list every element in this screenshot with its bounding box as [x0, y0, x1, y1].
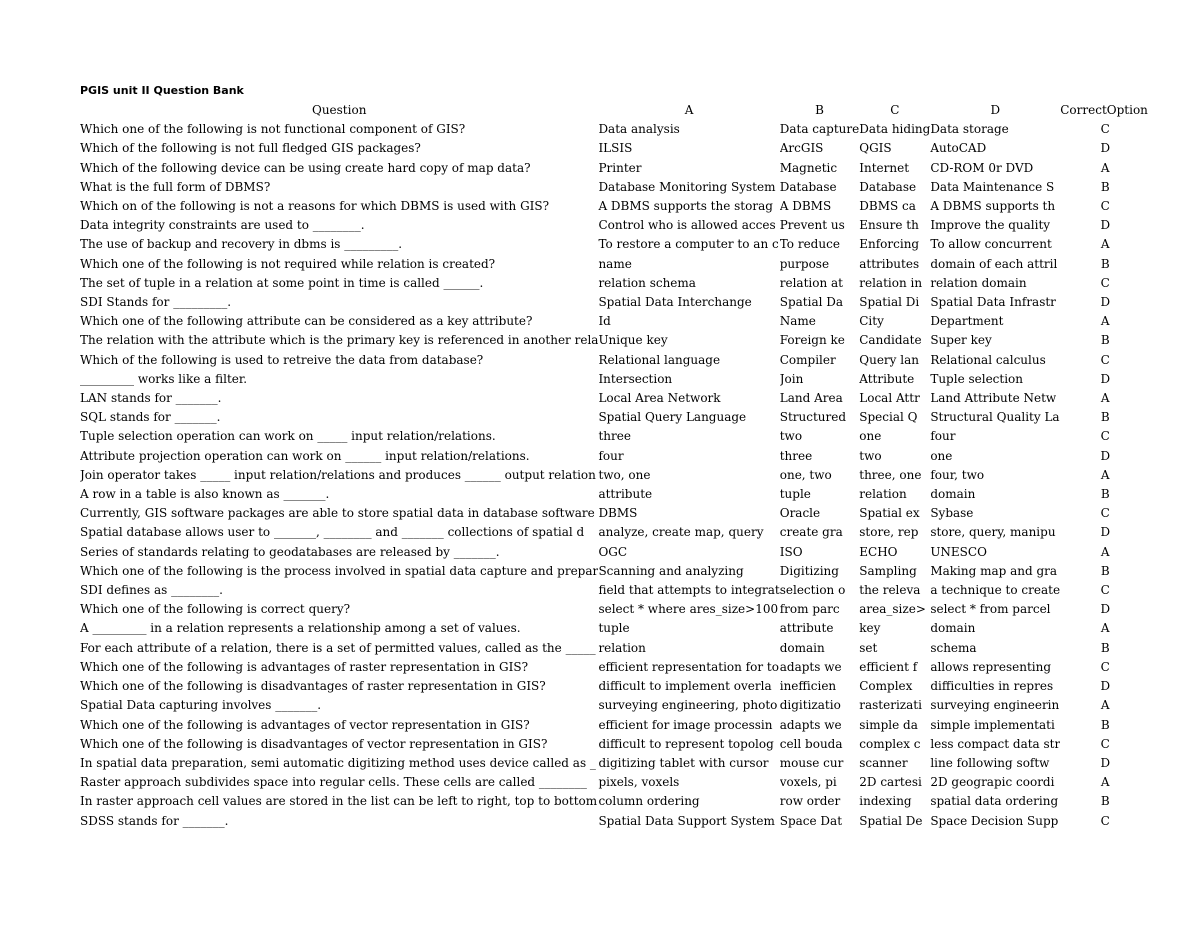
table-row — [80, 639, 1150, 658]
option-c-cell: key — [859, 621, 881, 636]
option-a-cell: pixels, voxels — [598, 775, 680, 790]
option-d-cell: Super key — [930, 333, 992, 348]
option-c-cell: relation in — [859, 275, 923, 290]
question-cell: Attribute projection operation can work on ______ input relation/relations. — [80, 448, 530, 463]
correct-option-cell: A — [1100, 621, 1110, 636]
correct-option-cell: C — [1100, 122, 1110, 137]
option-a-cell: efficient representation for to — [598, 659, 779, 674]
question-cell: What is the full form of DBMS? — [80, 179, 271, 194]
option-b-cell: Oracle — [779, 506, 821, 521]
option-c-cell: Local Attr — [859, 391, 920, 406]
option-a-cell: select * where ares_size>100 — [598, 602, 779, 617]
option-a-cell: field that attempts to integrat — [598, 583, 780, 598]
question-cell: In raster approach cell values are stored in the list can be left to right, top to bottom — [80, 794, 598, 809]
option-b-cell: digitizatio — [779, 698, 841, 713]
option-d-cell: domain — [930, 487, 976, 502]
correct-option-cell: B — [1100, 717, 1110, 732]
option-b-cell: Foreign ke — [779, 333, 845, 348]
option-b-cell: three — [779, 448, 813, 463]
correct-option-cell: C — [1100, 506, 1110, 521]
option-b-cell: domain — [779, 640, 825, 655]
correct-option-cell: D — [1100, 602, 1111, 617]
option-c-cell: Special Q — [859, 410, 918, 425]
option-c-cell: indexing — [859, 794, 912, 809]
table-row — [80, 197, 1150, 216]
correct-option-cell: B — [1100, 640, 1110, 655]
correct-option-cell: A — [1100, 314, 1110, 329]
table-row — [80, 792, 1150, 811]
correct-option-cell: A — [1100, 391, 1110, 406]
option-b-cell: Magnetic — [779, 160, 838, 175]
option-d-cell: surveying engineerin — [930, 698, 1060, 713]
table-row — [80, 735, 1150, 754]
question-cell: Tuple selection operation can work on _____ input relation/relations. — [80, 429, 496, 444]
correct-option-cell: C — [1100, 583, 1110, 598]
correct-option-cell: C — [1100, 275, 1110, 290]
correct-option-cell: B — [1100, 563, 1110, 578]
question-cell: In spatial data preparation, semi automatic digitizing method uses device called as _ — [80, 755, 596, 770]
option-d-cell: four — [930, 429, 956, 444]
question-bank-table — [80, 101, 1150, 831]
option-b-cell: from parc — [779, 602, 840, 617]
table-row — [80, 696, 1150, 715]
option-d-cell: CD-ROM 0r DVD — [930, 160, 1034, 175]
table-row — [80, 658, 1150, 677]
option-c-cell: Sampling — [859, 563, 917, 578]
correct-option-cell: B — [1100, 256, 1110, 271]
option-b-cell: Name — [779, 314, 816, 329]
option-c-cell: Spatial De — [859, 813, 923, 828]
option-a-cell: OGC — [598, 544, 628, 559]
option-d-cell: Data Maintenance S — [930, 179, 1055, 194]
option-d-cell: Land Attribute Netw — [930, 391, 1057, 406]
option-d-cell: allows representing — [930, 659, 1052, 674]
question-cell: Series of standards relating to geodatabases are released by _______. — [80, 544, 500, 559]
option-c-cell: scanner — [859, 755, 908, 770]
correct-option-cell: A — [1100, 160, 1110, 175]
option-d-cell: a technique to create — [930, 583, 1061, 598]
option-a-cell: difficult to implement overla — [598, 679, 772, 694]
correct-option-cell: B — [1100, 333, 1110, 348]
option-c-cell: simple da — [859, 717, 918, 732]
option-c-cell: relation — [859, 487, 907, 502]
option-c-cell: the releva — [859, 583, 921, 598]
table-row — [80, 351, 1150, 370]
option-a-cell: three — [598, 429, 631, 444]
question-cell: The use of backup and recovery in dbms is _________. — [80, 237, 403, 252]
option-b-cell: Data capture — [779, 122, 860, 137]
question-cell: Which on of the following is not a reasons for which DBMS is used with GIS? — [80, 199, 550, 214]
option-c-cell: Database — [859, 179, 917, 194]
option-a-cell: Id — [598, 314, 611, 329]
question-cell: LAN stands for _______. — [80, 391, 222, 406]
option-b-cell: purpose — [779, 256, 830, 271]
option-b-cell: Structured — [779, 410, 847, 425]
question-rows — [80, 120, 1150, 831]
option-d-cell: Data storage — [930, 122, 1009, 137]
option-d-cell: four, two — [930, 467, 985, 482]
question-cell: SDI Stands for _________. — [80, 295, 232, 310]
option-c-cell: rasterizati — [859, 698, 922, 713]
option-d-cell: Improve the quality — [930, 218, 1051, 233]
question-cell: Which one of the following is disadvantages of raster representation in GIS? — [80, 679, 546, 694]
option-b-cell: adapts we — [779, 717, 842, 732]
option-b-cell: mouse cur — [779, 755, 844, 770]
header-option-a: A — [684, 103, 694, 117]
option-d-cell: Relational calculus — [930, 352, 1046, 367]
question-cell: Which one of the following is the process involved in spatial data capture and prepar — [80, 563, 599, 578]
question-cell: Spatial database allows user to _______, ________ and _______ collections of spatial d — [80, 525, 585, 540]
table-row — [80, 754, 1150, 773]
option-c-cell: two — [859, 448, 882, 463]
option-c-cell: Complex — [859, 679, 913, 694]
option-c-cell: three, one — [859, 467, 922, 482]
option-a-cell: Printer — [598, 160, 642, 175]
option-d-cell: spatial data ordering — [930, 794, 1059, 809]
option-c-cell: one — [859, 429, 882, 444]
question-cell: A _________ in a relation represents a relationship among a set of values. — [80, 621, 521, 636]
option-d-cell: Tuple selection — [930, 371, 1024, 386]
option-c-cell: store, rep — [859, 525, 919, 540]
option-b-cell: A DBMS — [779, 199, 832, 214]
correct-option-cell: B — [1100, 179, 1110, 194]
option-b-cell: selection o — [779, 583, 846, 598]
option-b-cell: Compiler — [779, 352, 836, 367]
correct-option-cell: D — [1100, 679, 1111, 694]
option-c-cell: Ensure th — [859, 218, 919, 233]
option-a-cell: Intersection — [598, 371, 673, 386]
question-cell: The relation with the attribute which is the primary key is referenced in another rela — [80, 333, 599, 348]
table-row — [80, 139, 1150, 158]
option-b-cell: Spatial Da — [779, 295, 844, 310]
table-row — [80, 216, 1150, 235]
option-d-cell: relation domain — [930, 275, 1027, 290]
option-b-cell: tuple — [779, 487, 811, 502]
option-d-cell: simple implementati — [930, 717, 1055, 732]
correct-option-cell: D — [1100, 755, 1111, 770]
option-b-cell: Prevent us — [779, 218, 845, 233]
option-b-cell: cell bouda — [779, 736, 843, 751]
question-cell: Which one of the following is correct query? — [80, 602, 351, 617]
question-cell: For each attribute of a relation, there is a set of permitted values, called as the _____ — [80, 640, 596, 655]
correct-option-cell: A — [1100, 237, 1110, 252]
option-b-cell: relation at — [779, 275, 843, 290]
option-b-cell: Digitizing — [779, 563, 839, 578]
option-a-cell: Spatial Data Interchange — [598, 295, 752, 310]
question-cell: SDSS stands for _______. — [80, 813, 229, 828]
option-b-cell: one, two — [779, 467, 832, 482]
table-row — [80, 274, 1150, 293]
table-row — [80, 466, 1150, 485]
correct-option-cell: D — [1100, 141, 1111, 156]
option-c-cell: Data hiding — [859, 122, 931, 137]
option-a-cell: Control who is allowed acces — [598, 218, 776, 233]
header-option-c: C — [890, 103, 900, 117]
option-c-cell: Spatial ex — [859, 506, 920, 521]
question-cell: Currently, GIS software packages are able to store spatial data in database software — [80, 506, 595, 521]
option-d-cell: select * from parcel — [930, 602, 1051, 617]
option-a-cell: Spatial Query Language — [598, 410, 747, 425]
correct-option-cell: D — [1100, 525, 1111, 540]
option-a-cell: digitizing tablet with cursor — [598, 755, 769, 770]
option-d-cell: AutoCAD — [930, 141, 987, 156]
option-b-cell: Land Area — [779, 391, 843, 406]
option-a-cell: column ordering — [598, 794, 700, 809]
table-row — [80, 293, 1150, 312]
option-a-cell: attribute — [598, 487, 653, 502]
correct-option-cell: D — [1100, 295, 1111, 310]
option-c-cell: set — [859, 640, 878, 655]
option-d-cell: UNESCO — [930, 544, 987, 559]
table-row — [80, 447, 1150, 466]
question-cell: Join operator takes _____ input relation/relations and produces ______ output relation — [80, 467, 596, 482]
question-cell: SDI defines as ________. — [80, 583, 223, 598]
table-row — [80, 235, 1150, 254]
option-c-cell: ECHO — [859, 544, 898, 559]
correct-option-cell: C — [1100, 429, 1110, 444]
option-a-cell: surveying engineering, photo — [598, 698, 778, 713]
option-b-cell: voxels, pi — [779, 775, 837, 790]
option-c-cell: area_size> — [859, 602, 926, 617]
question-cell: Data integrity constraints are used to ________. — [80, 218, 365, 233]
option-a-cell: A DBMS supports the storag — [598, 199, 773, 214]
option-d-cell: Space Decision Supp — [930, 813, 1059, 828]
option-a-cell: Data analysis — [598, 122, 680, 137]
option-c-cell: Enforcing — [859, 237, 920, 252]
option-c-cell: Candidate — [859, 333, 922, 348]
option-d-cell: difficulties in repres — [930, 679, 1054, 694]
table-row — [80, 427, 1150, 446]
option-a-cell: Database Monitoring System — [598, 179, 776, 194]
option-d-cell: Spatial Data Infrastr — [930, 295, 1056, 310]
option-a-cell: To restore a computer to an c — [598, 237, 779, 252]
option-c-cell: attributes — [859, 256, 920, 271]
sheet-title: PGIS unit II Question Bank — [80, 84, 244, 97]
question-cell: Which one of the following is disadvantages of vector representation in GIS? — [80, 736, 548, 751]
table-row — [80, 178, 1150, 197]
correct-option-cell: C — [1100, 352, 1110, 367]
option-d-cell: Department — [930, 314, 1004, 329]
question-cell: SQL stands for _______. — [80, 410, 221, 425]
table-row — [80, 812, 1150, 831]
header-option-b: B — [815, 103, 824, 117]
option-c-cell: Internet — [859, 160, 910, 175]
option-c-cell: City — [859, 314, 884, 329]
option-b-cell: Join — [779, 371, 804, 386]
option-c-cell: Spatial Di — [859, 295, 920, 310]
option-a-cell: efficient for image processin — [598, 717, 773, 732]
table-row — [80, 523, 1150, 542]
option-d-cell: less compact data str — [930, 736, 1061, 751]
option-a-cell: ILSIS — [598, 141, 633, 156]
option-c-cell: Query lan — [859, 352, 919, 367]
option-b-cell: create gra — [779, 525, 843, 540]
option-c-cell: DBMS ca — [859, 199, 916, 214]
header-option-d: D — [990, 103, 1001, 117]
option-a-cell: Local Area Network — [598, 391, 721, 406]
option-d-cell: domain of each attril — [930, 256, 1058, 271]
table-row — [80, 773, 1150, 792]
table-row — [80, 543, 1150, 562]
correct-option-cell: B — [1100, 487, 1110, 502]
correct-option-cell: C — [1100, 813, 1110, 828]
question-cell: A row in a table is also known as _______. — [80, 487, 330, 502]
header-question: Question — [311, 103, 367, 117]
question-cell: Spatial Data capturing involves _______. — [80, 698, 322, 713]
question-cell: Which one of the following is not required while relation is created? — [80, 256, 496, 271]
question-cell: Which of the following is used to retreive the data from database? — [80, 352, 484, 367]
table-row — [80, 504, 1150, 523]
table-row — [80, 255, 1150, 274]
table-row — [80, 120, 1150, 139]
table-row — [80, 370, 1150, 389]
option-a-cell: Unique key — [598, 333, 668, 348]
option-b-cell: Space Dat — [779, 813, 843, 828]
question-cell: Which one of the following attribute can be considered as a key attribute? — [80, 314, 533, 329]
table-row — [80, 331, 1150, 350]
table-row — [80, 581, 1150, 600]
table-row — [80, 562, 1150, 581]
option-b-cell: inefficien — [779, 679, 837, 694]
option-c-cell: efficient f — [859, 659, 918, 674]
option-a-cell: Spatial Data Support System — [598, 813, 775, 828]
option-c-cell: Attribute — [859, 371, 915, 386]
correct-option-cell: D — [1100, 448, 1111, 463]
option-b-cell: row order — [779, 794, 841, 809]
correct-option-cell: C — [1100, 659, 1110, 674]
option-d-cell: store, query, manipu — [930, 525, 1056, 540]
option-d-cell: Making map and gra — [930, 563, 1058, 578]
option-d-cell: To allow concurrent — [930, 237, 1052, 252]
table-row — [80, 312, 1150, 331]
table-row — [80, 619, 1150, 638]
option-d-cell: line following softw — [930, 755, 1050, 770]
option-d-cell: one — [930, 448, 953, 463]
option-a-cell: difficult to represent topolog — [598, 736, 774, 751]
option-b-cell: To reduce — [779, 237, 840, 252]
option-b-cell: two — [779, 429, 803, 444]
correct-option-cell: C — [1100, 736, 1110, 751]
correct-option-cell: C — [1100, 199, 1110, 214]
header-row — [80, 101, 1150, 120]
option-d-cell: 2D geograpic coordi — [930, 775, 1055, 790]
option-c-cell: QGIS — [859, 141, 892, 156]
question-cell: Which one of the following is advantages of raster representation in GIS? — [80, 659, 529, 674]
correct-option-cell: B — [1100, 410, 1110, 425]
table-row — [80, 389, 1150, 408]
option-d-cell: domain — [930, 621, 976, 636]
question-cell: Which of the following is not full fledged GIS packages? — [80, 141, 421, 156]
option-a-cell: two, one — [598, 467, 651, 482]
option-b-cell: Database — [779, 179, 837, 194]
correct-option-cell: A — [1100, 467, 1110, 482]
correct-option-cell: D — [1100, 218, 1111, 233]
option-b-cell: attribute — [779, 621, 834, 636]
option-a-cell: Scanning and analyzing — [598, 563, 744, 578]
option-a-cell: DBMS — [598, 506, 638, 521]
table-row — [80, 159, 1150, 178]
option-d-cell: schema — [930, 640, 977, 655]
correct-option-cell: A — [1100, 544, 1110, 559]
option-b-cell: ArcGIS — [779, 141, 824, 156]
question-cell: Which one of the following is advantages of vector representation in GIS? — [80, 717, 530, 732]
table-row — [80, 677, 1150, 696]
question-cell: Which of the following device can be using create hard copy of map data? — [80, 160, 531, 175]
table-row — [80, 485, 1150, 504]
correct-option-cell: B — [1100, 794, 1110, 809]
question-cell: Raster approach subdivides space into regular cells. These cells are called ________ — [80, 775, 587, 790]
option-a-cell: relation schema — [598, 275, 696, 290]
option-a-cell: four — [598, 448, 624, 463]
question-cell: Which one of the following is not functional component of GIS? — [80, 122, 466, 137]
option-c-cell: 2D cartesi — [859, 775, 922, 790]
header-correct-option: CorrectOption — [1060, 103, 1148, 117]
table-row — [80, 716, 1150, 735]
question-cell: The set of tuple in a relation at some point in time is called ______. — [80, 275, 484, 290]
table-row — [80, 408, 1150, 427]
correct-option-cell: A — [1100, 775, 1110, 790]
table-row — [80, 600, 1150, 619]
option-c-cell: complex c — [859, 736, 921, 751]
option-d-cell: Structural Quality La — [930, 410, 1060, 425]
option-a-cell: Relational language — [598, 352, 721, 367]
option-a-cell: relation — [598, 640, 646, 655]
correct-option-cell: D — [1100, 371, 1111, 386]
option-a-cell: analyze, create map, query — [598, 525, 764, 540]
option-d-cell: A DBMS supports th — [930, 199, 1056, 214]
option-b-cell: adapts we — [779, 659, 842, 674]
question-cell: _________ works like a filter. — [80, 371, 248, 386]
option-b-cell: ISO — [779, 544, 803, 559]
option-d-cell: Sybase — [930, 506, 974, 521]
option-a-cell: name — [598, 256, 632, 271]
correct-option-cell: A — [1100, 698, 1110, 713]
option-a-cell: tuple — [598, 621, 630, 636]
